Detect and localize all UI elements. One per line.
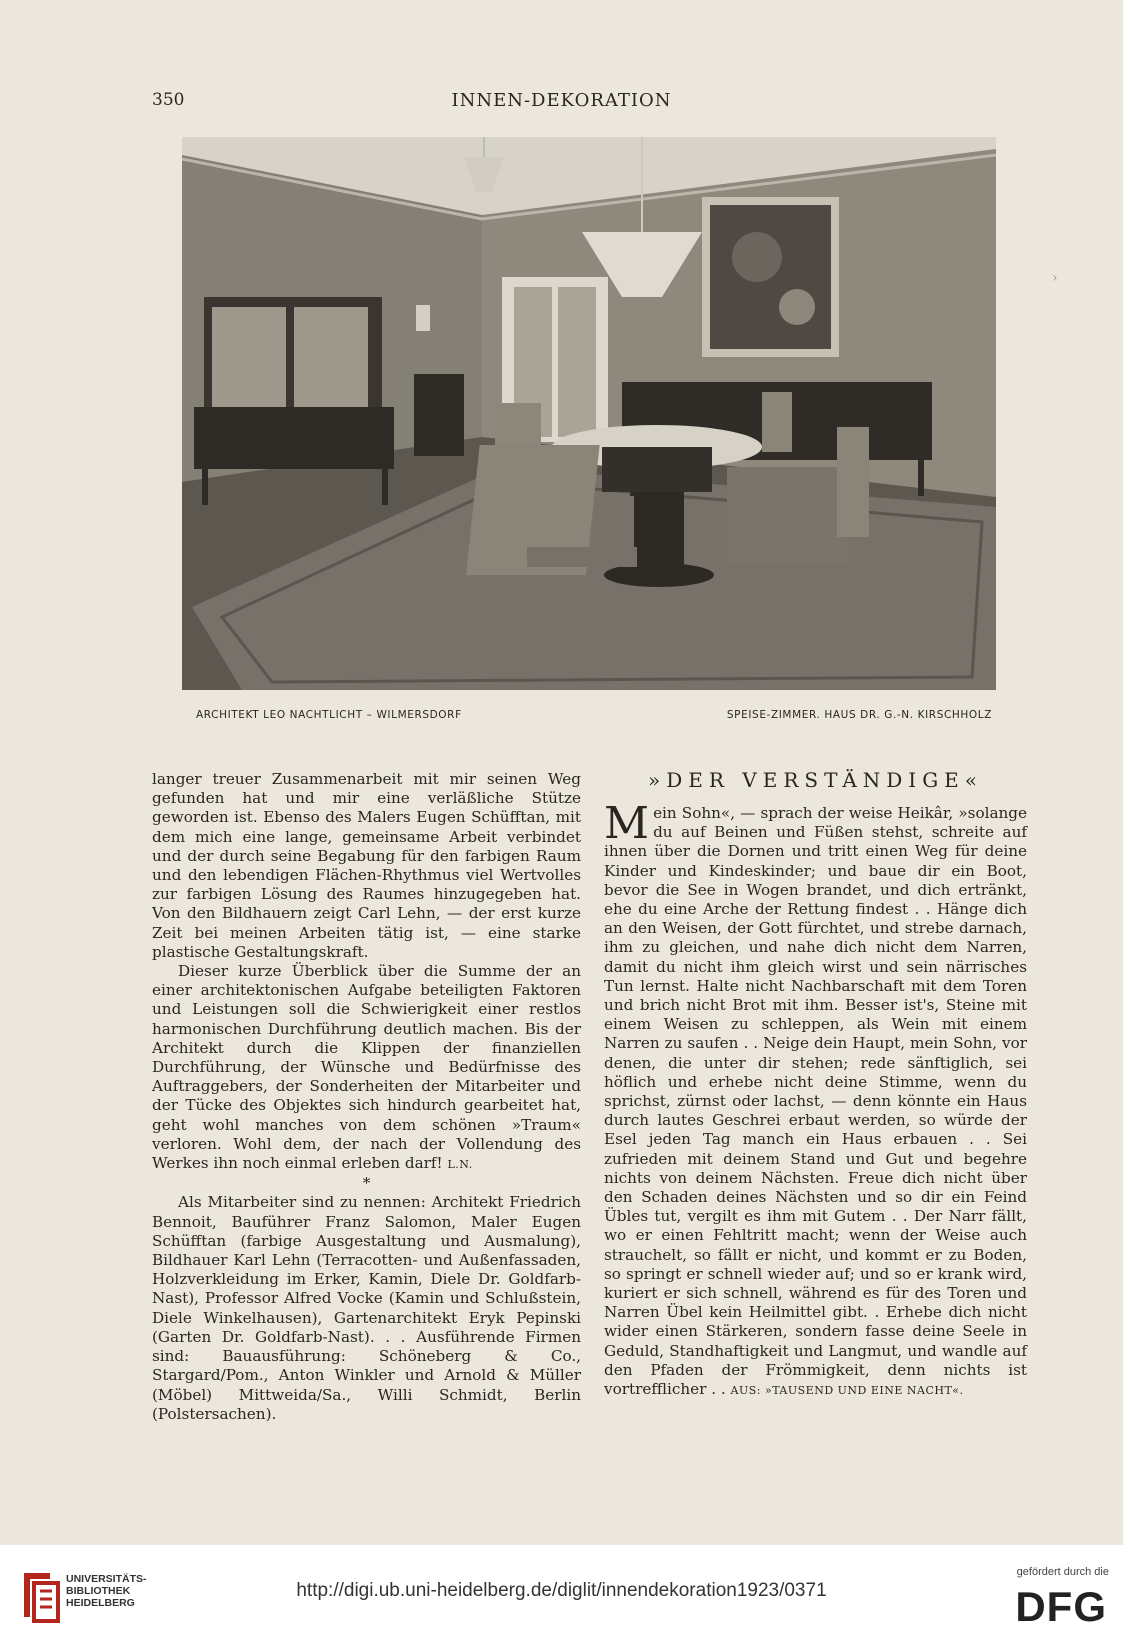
running-title: INNEN-DEKORATION (451, 90, 672, 111)
library-line-1: UNIVERSITÄTS- (66, 1573, 147, 1585)
permalink-url[interactable]: http://digi.ub.uni-heidelberg.de/diglit/innendekoration1923/0371 (296, 1580, 827, 1601)
dining-room-photo (182, 137, 996, 690)
right-paragraph: ein Sohn«, — sprach der weise Heikâr, »solange du auf Beinen und Füßen stehst, schreite auf ihnen über die Dornen und tritt einen Weg für deine Kinder und Kindeskinder; und baue dir ein Boot, bevor die See in Wogen brandet, und dich ertränkt, ehe du eine Arche der Rettung findest . . Hänge dich an den Weisen, der Gott fürchtet, und strebe darnach, ihm zu gleichen, und nahe dich nicht dem Narren, damit du nicht ihm gleich wirst und sein närrisches Tun lernst. Halte nicht Nachbarschaft mit dem Toren und brich nicht Brot mit ihm. Besser ist's, Steine mit einem Weisen zu schleppen, als Wein mit einem Narren zu saufen . . Neige dein Haupt, mein Sohn, vor denen, die unter dir stehen; rede sänftiglich, sei höflich und erhebe nicht deine Stimme, wenn du sprichst, zürnst oder lachst, — denn könnte ein Haus durch lautes Geschrei erbaut werden, so würde der Esel jeden Tag manch ein Haus erbauen . . Sei zufrieden mit deinem Stand und Gut und begehre nichts von deinem Nächsten. Freue dich nicht über den Schaden deines Nächsten und so dir ein Feind Übles tut, vergilt es ihm mit Gutem . . Der Narr fällt, wo er einen Fehltritt macht; wenn der Weise auch strauchelt, so fällt er nicht, und kommt er zu Boden, so springt er schnell wieder auf; und so er krank wird, kuriert er sich schnell, während es für des Toren und Narren Übel kein Heilmittel gibt. . Erhebe dich nicht wider einen Stärkeren, sondern fasse deine Seele in Geduld, Standhaftigkeit und Langmut, und wandle auf den Pfaden der Frömmigkeit, denn nichts ist vortrefflicher . . (604, 804, 1027, 1399)
section-separator: * (362, 1174, 371, 1193)
left-text-column (152, 770, 581, 1424)
left-paragraph-3: Als Mitarbeiter sind zu nennen: Architekt Friedrich Bennoit, Bauführer Franz Salomon, Maler Eugen Schüfftan (farbige Ausgestaltung und Ausmalung), Bildhauer Karl Lehn (Terracotten- und Außenfassaden, Holzverkleidung im Erker, Kamin, Diele Dr. Goldfarb-Nast), Professor Alfred Vocke (Kamin und Schlußstein, Diele Winkelhausen), Gartenarchitekt Eryk Pepinski (Garten Dr. Goldfarb-Nast). . . Ausführende Firmen sind: Bauausführung: Schöneberg & Co., Stargard/Pom., Anton Winkler und Arnold & Müller (Möbel) Mittweida/Sa., Willi Schmidt, Berlin (Polstersachen). (152, 1193, 581, 1423)
photo-caption-room: SPEISE-ZIMMER. HAUS DR. G.-N. KIRSCHHOLZ (726, 709, 992, 721)
funded-by-label: gefördert durch die (1016, 1566, 1109, 1578)
dfg-logo: DFG (1015, 1583, 1107, 1630)
left-paragraph-2 (152, 962, 581, 1174)
left-paragraph-2-text: Dieser kurze Überblick über die Summe der an einer architektonischen Aufgabe beteiligten Faktoren und Leistungen soll die Schwierigkeit einer restlos harmonischen Durchführung deutlich machen. Bis der Architekt durch die Klippen der finanziellen Durchführung, der Wünsche und Bedürfnisse des Auftraggebers, der Sonderheiten der Mitarbeiter und der Tücke des Objektes sich hindurch gearbeitet hat, geht wohl manches von dem schönen »Traum« verloren. Wohl dem, der nach der Vollendung des Werkes ihn noch einmal erleben darf! (152, 962, 581, 1173)
library-line-2: BIBLIOTHEK (66, 1585, 131, 1597)
photo-illustration (182, 137, 996, 690)
right-text-column (604, 798, 1027, 1400)
article-title: »DER VERSTÄNDIGE« (647, 768, 984, 792)
library-line-3: HEIDELBERG (66, 1597, 135, 1609)
author-initials: L.N. (447, 1158, 473, 1172)
drop-cap: M (604, 798, 650, 849)
photo-caption-architect: ARCHITEKT LEO NACHTLICHT – WILMERSDORF (196, 709, 462, 721)
page-number: 350 (152, 90, 185, 110)
edge-mark: › (1052, 270, 1058, 286)
left-paragraph-1: langer treuer Zusammenarbeit mit mir seinen Weg gefunden hat und mir eine verläßliche Stütze geworden ist. Ebenso des Malers Eugen Schüfftan, mit dem mich eine lange, gemeinsame Arbeit verbindet und der durch seine Begabung für den farbigen Raum und den lebendigen Flächen-Rhythmus viel Wertvolles zur farbigen Lösung des Raumes hinzugegeben hat. Von den Bildhauern zeigt Carl Lehn, — der erst kurze Zeit bei meinen Arbeiten tätig ist, — eine starke plastische Gestaltungskraft. (152, 770, 581, 961)
source-note: AUS: »TAUSEND UND EINE NACHT«. (730, 1384, 964, 1398)
